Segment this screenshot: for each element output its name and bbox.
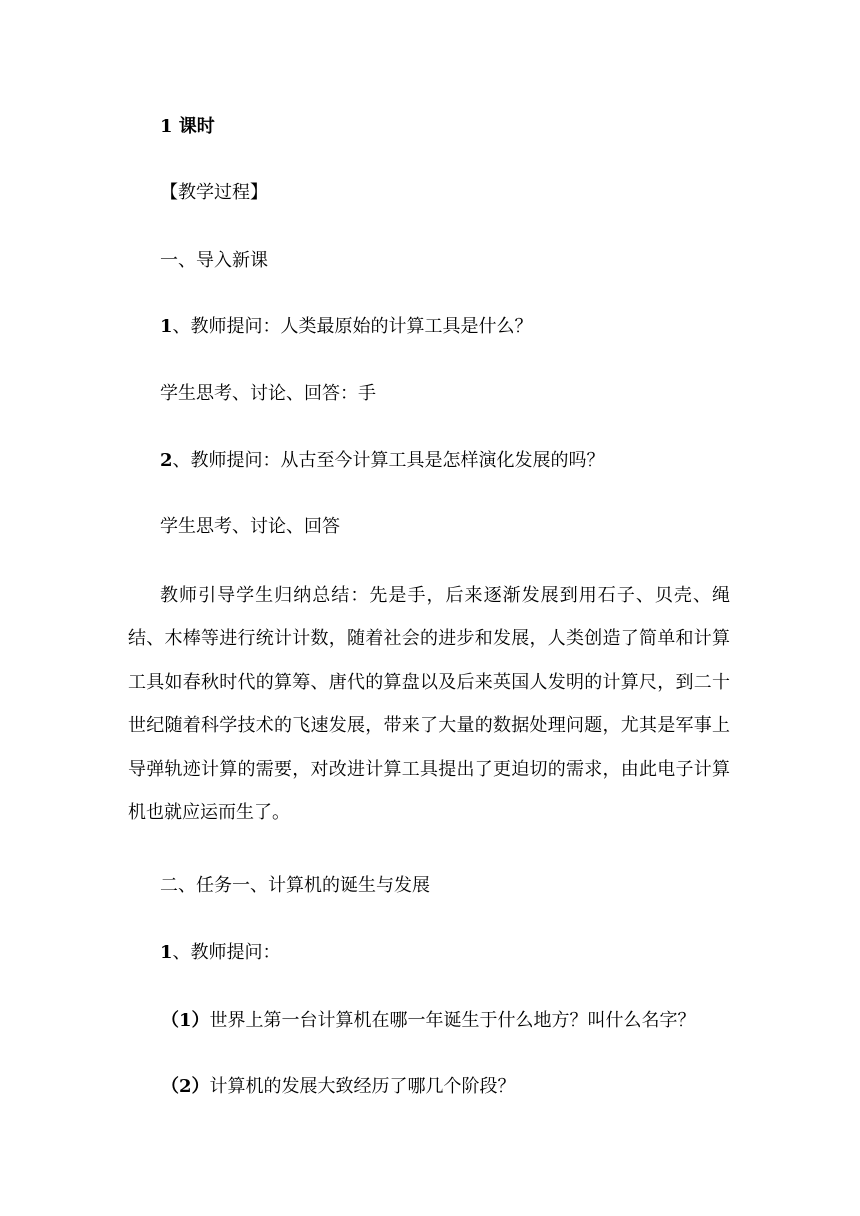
question-2-number: 2 [160,450,173,471]
question-3-number: 1 [160,942,173,963]
question-2 [160,449,605,473]
answer-1: 学生思考、讨论、回答：手 [160,383,376,404]
sub-question-1-text: 世界上第一台计算机在哪一年诞生于什么地方？叫什么名字？ [209,1010,696,1031]
sub-question-2-text: 计算机的发展大致经历了哪几个阶段？ [209,1076,516,1097]
question-3 [160,941,281,965]
question-1 [160,315,533,339]
summary-paragraph: 教师引导学生归纳总结：先是手，后来逐渐发展到用石子、贝壳、绳结、木棒等进行统计计数，随着社会的进步和发展，人类创造了简单和计算工具如春秋时代的算筹、唐代的算盘以及后来英国人发明的计算尺，到二十世纪随着科学技术的飞速发展，带来了大量的数据处理问题，尤其是军事上导弹轨迹计算的需要，对改进计算工具提出了更迫切的需求，由此电子计算机也就应运而生了。 [128,585,730,824]
question-1-text: 、教师提问：人类最原始的计算工具是什么？ [172,316,533,337]
part1-heading: 一、导入新课 [160,250,268,271]
section-header: 【教学过程】 [160,182,268,203]
lesson-duration: 1 课时 [160,116,215,137]
question-2-text: 、教师提问：从古至今计算工具是怎样演化发展的吗？ [172,450,605,471]
sub-question-2-number: （2） [161,1076,210,1097]
sub-question-1 [161,1009,696,1033]
question-3-text: 、教师提问： [172,942,281,963]
question-1-number: 1 [160,316,173,337]
answer-2: 学生思考、讨论、回答 [160,516,340,537]
sub-question-1-number: （1） [161,1010,210,1031]
sub-question-2 [161,1075,516,1099]
part2-heading: 二、任务一、计算机的诞生与发展 [160,875,430,896]
